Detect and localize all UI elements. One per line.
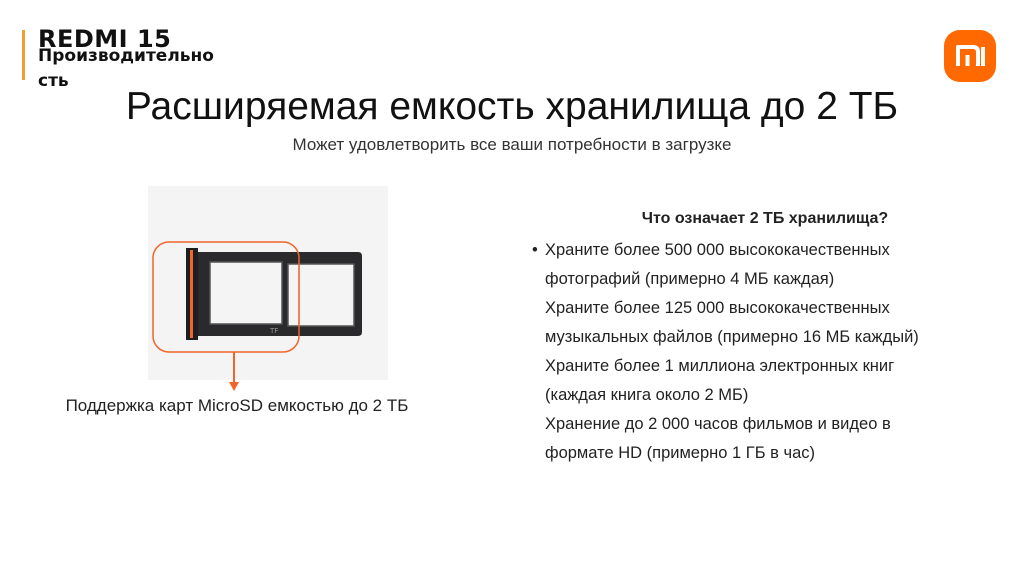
info-line: Храните более 125 000 высококачественных bbox=[545, 299, 890, 317]
info-line: Хранение до 2 000 часов фильмов и видео в bbox=[545, 415, 891, 433]
brand-subtitle: Производительно сть bbox=[38, 46, 214, 91]
info-line: Храните более 500 000 высококачественных bbox=[545, 241, 890, 259]
bullet-icon: • bbox=[532, 241, 538, 259]
tray-slot-label: TF bbox=[270, 327, 279, 335]
info-line: музыкальных файлов (примерно 16 МБ каждый) bbox=[545, 328, 919, 346]
microsd-caption: Поддержка карт MicroSD емкостью до 2 ТБ bbox=[65, 396, 409, 415]
slide-subtitle: Может удовлетворить все ваши потребности в загрузке bbox=[292, 135, 732, 154]
info-line: фотографий (примерно 4 МБ каждая) bbox=[545, 270, 835, 288]
info-line: Храните более 1 миллиона электронных книг bbox=[545, 357, 895, 375]
info-list bbox=[532, 236, 1002, 468]
header-accent-bar bbox=[22, 30, 25, 80]
info-line: (каждая книга около 2 МБ) bbox=[545, 386, 749, 404]
brand-name: REDMI 15 bbox=[38, 25, 172, 53]
microsd-highlight bbox=[148, 238, 308, 398]
info-heading: Что означает 2 ТБ хранилища? bbox=[641, 210, 889, 227]
mi-logo-icon bbox=[944, 30, 996, 82]
info-line: формате HD (примерно 1 ГБ в час) bbox=[545, 444, 816, 462]
slide-title: Расширяемая емкость хранилища до 2 ТБ bbox=[125, 85, 899, 128]
